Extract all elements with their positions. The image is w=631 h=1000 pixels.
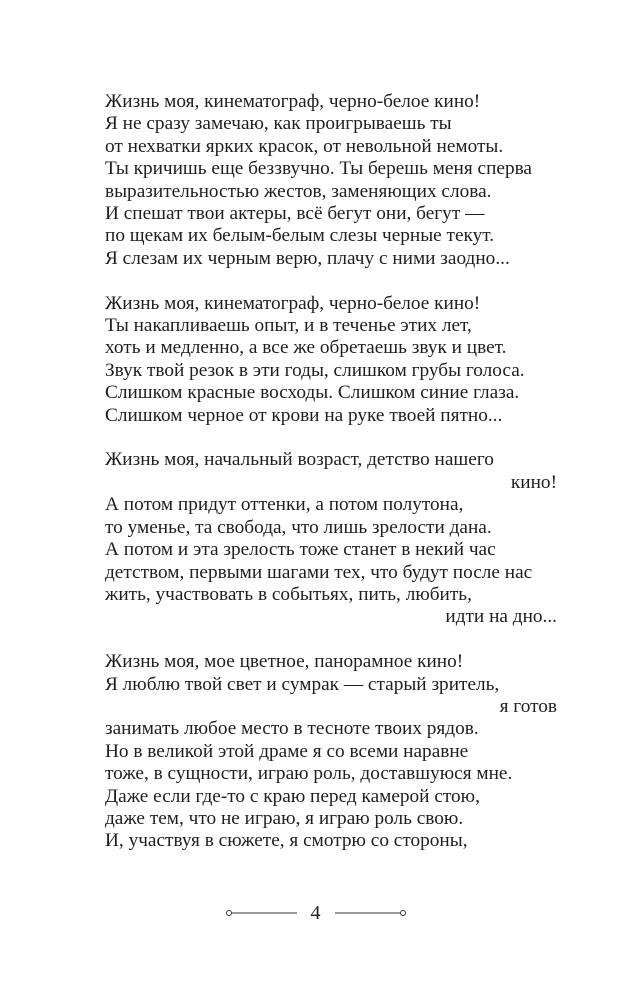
poem-line: идти на дно... <box>445 606 557 628</box>
page-footer <box>0 900 631 926</box>
poem-line: И спешат твои актеры, всё бегут они, бегут — <box>105 203 485 225</box>
poem-line: Я слезам их черным верю, плачу с ними заодно... <box>105 247 510 269</box>
poem-line: Я люблю твой свет и сумрак — старый зритель, <box>105 673 500 695</box>
poem-line: хоть и медленно, а все же обретаешь звук и цвет. <box>105 337 507 359</box>
stanza <box>105 293 557 427</box>
poem-line: Но в великой этой драме я со всеми наравне <box>105 740 469 762</box>
poem-line: то уменье, та свобода, что лишь зрелости дана. <box>105 516 492 538</box>
poem-line: выразительностью жестов, заменяющих слова. <box>105 180 492 202</box>
poem-text <box>105 91 557 875</box>
page-number: 4 <box>310 901 321 924</box>
stanza <box>105 651 557 853</box>
poem-line: И, участвуя в сюжете, я смотрю со стороны, <box>105 830 468 852</box>
poem-line: Жизнь моя, начальный возраст, детство нашего <box>105 449 494 471</box>
poem-line: Ты накапливаешь опыт, и в теченье этих лет, <box>105 315 472 337</box>
poem-line: по щекам их белым-белым слезы черные текут. <box>105 225 495 247</box>
poem-line: занимать любое место в тесноте твоих рядов. <box>105 718 479 740</box>
stanza <box>105 449 557 628</box>
poem-line: Жизнь моя, мое цветное, панорамное кино! <box>105 651 464 673</box>
poem-line: от нехватки ярких красок, от невольной немоты. <box>105 135 504 157</box>
poem-line: кино! <box>510 471 557 493</box>
left-ornament-icon <box>225 908 297 918</box>
poem-line: жить, участвовать в событьях, пить, любить, <box>105 583 472 605</box>
stanza <box>105 91 557 270</box>
poem-line: Звук твой резок в эти годы, слишком грубы голоса. <box>105 359 525 381</box>
poem-line: Ты кричишь еще беззвучно. Ты берешь меня сперва <box>105 158 532 180</box>
poem-line: А потом и эта зрелость тоже станет в некий час <box>105 539 496 561</box>
poem-line: Слишком черное от крови на руке твоей пятно... <box>105 404 503 426</box>
poem-line: детством, первыми шагами тех, что будут после нас <box>105 561 533 583</box>
poem-line: даже тем, что не играю, я играю роль свою. <box>105 807 464 829</box>
poem-line: Жизнь моя, кинематограф, черно-белое кино! <box>105 91 481 112</box>
poem-line: Даже если где-то с краю перед камерой стою, <box>105 785 480 807</box>
poem-line: А потом придут оттенки, а потом полутона, <box>105 494 464 516</box>
poem-line: Жизнь моя, кинематограф, черно-белое кино! <box>105 292 481 314</box>
poem-line: Слишком красные восходы. Слишком синие глаза. <box>105 382 520 404</box>
right-ornament-icon <box>335 908 407 918</box>
poem-line: тоже, в сущности, играю роль, доставшуюся мне. <box>105 763 513 785</box>
poem-line: я готов <box>499 695 557 717</box>
poem-line: Я не сразу замечаю, как проигрываешь ты <box>105 113 452 135</box>
